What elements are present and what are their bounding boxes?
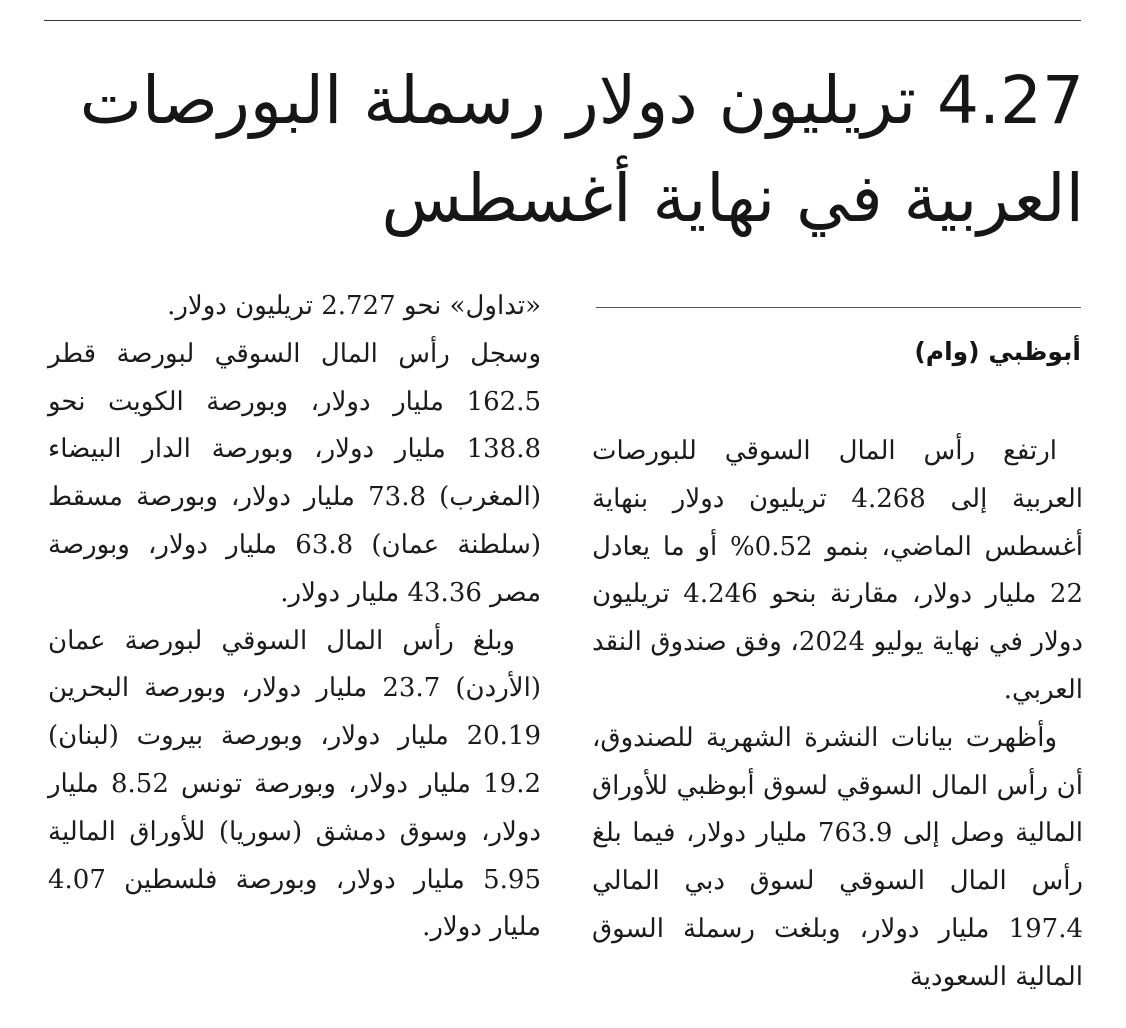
paragraph-text: وسجل رأس المال السوقي لبورصة قطر 162.5 مليار دولار، وبورصة الكويت نحو 138.8 مليار دولار، وبورصة الدار البيضاء (المغرب) 73.8 مليار دولار، وبورصة مسقط (سلطنة عمان) 63.8 مليار دولار، وبورصة مصر 43.36 مليار دولار.	[48, 338, 541, 608]
article-column-right	[592, 428, 1083, 1002]
paragraph	[592, 428, 1083, 715]
paragraph	[48, 331, 541, 618]
paragraph-text: «تداول» نحو 2.727 تريليون دولار.	[167, 291, 541, 321]
paragraph-text: وبلغ رأس المال السوقي لبورصة عمان (الأردن) 23.7 مليار دولار، وبورصة البحرين 20.19 مليار دولار، وبورصة بيروت (لبنان) 19.2 مليار دولار، وبورصة تونس 8.52 مليار دولار، وسوق دمشق (سوريا) للأوراق المالية 5.95 مليار دولار، وبورصة فلسطين 4.07 مليار دولار.	[48, 625, 541, 943]
paragraph	[48, 283, 541, 331]
article-column-left	[48, 283, 541, 952]
headline	[44, 52, 1084, 248]
paragraph	[592, 715, 1083, 1002]
paragraph	[48, 618, 541, 953]
byline: أبوظبي (وام)	[914, 337, 1081, 366]
top-rule	[44, 20, 1081, 21]
paragraph-text: ارتفع رأس المال السوقي للبورصات العربية إلى 4.268 تريليون دولار بنهاية أغسطس الماضي، بنمو 0.52% أو ما يعادل 22 مليار دولار، مقارنة بنحو 4.246 تريليون دولار في نهاية يوليو 2024، وفق صندوق النقد العربي.	[592, 436, 1083, 705]
paragraph-text: وأظهرت بيانات النشرة الشهرية للصندوق، أن رأس المال السوقي لسوق أبوظبي للأوراق المالية وصل إلى 763.9 مليار دولار، فيما بلغ رأس المال السوقي لسوق دبي المالي 197.4 مليار دولار، وبلغت رسملة السوق المالية السعودية	[592, 722, 1083, 992]
byline-rule	[596, 307, 1081, 308]
headline-line-2: العربية في نهاية أغسطس	[381, 160, 1084, 237]
headline-line-1: 4.27 تريليون دولار رسملة البورصات	[79, 62, 1084, 139]
